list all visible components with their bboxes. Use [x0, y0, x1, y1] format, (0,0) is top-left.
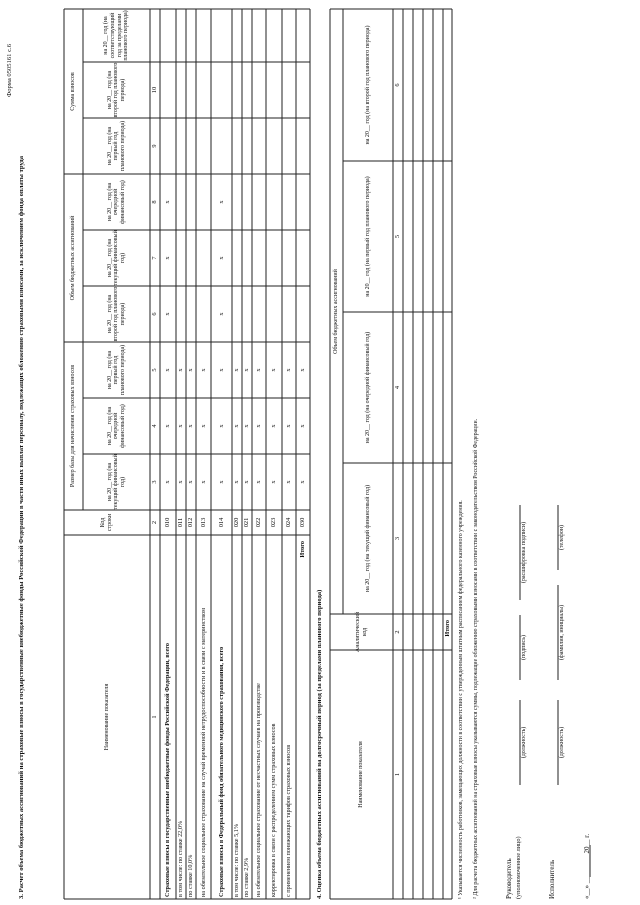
- subheader-col8: на 20__ год (на очередной финансовый год): [106, 180, 126, 224]
- row-label: Страховые взносы в государственные внебюджетные фонды Российской Федерации, всего: [164, 643, 172, 897]
- subheader-col6: на 20__ год (на второй год планового периода): [106, 286, 126, 342]
- cell-x: x: [217, 312, 225, 316]
- footnote-1: ¹ Указывается численность работников, замещающих должности в соответствии с утвержденным штатным расписанием федерального казенного учреждения.: [458, 500, 464, 899]
- cell-x: x: [243, 368, 251, 372]
- cell-x: x: [164, 312, 172, 316]
- cell-x: x: [187, 480, 195, 484]
- cell-x: x: [217, 200, 225, 204]
- t4-colnum-6: 6: [394, 83, 402, 87]
- t4-subheader-col3: на 20__ год (на текущий финансовый год): [364, 484, 371, 593]
- cell-x: x: [164, 480, 172, 484]
- t4-subheader-col4: на 20__ год (на очередной финансовый год): [364, 331, 371, 444]
- subheader-col11: на 20__ год (на соответствующий год за пределами планового периода): [103, 10, 130, 61]
- row-code: 014: [217, 517, 225, 528]
- head-decoding-caption: (расшифровка подписи): [521, 521, 527, 584]
- cell-x: x: [285, 480, 293, 484]
- row-label: корректировка в связи с распределением сумм страховых взносов: [270, 723, 278, 897]
- cell-x: x: [270, 480, 278, 484]
- cell-x: x: [177, 480, 185, 484]
- row-label: по ставке 10,0%: [187, 854, 195, 897]
- row-label: в том числе: по ставке 5,1%: [233, 824, 241, 897]
- cell-x: x: [299, 424, 307, 428]
- cell-x: x: [299, 368, 307, 372]
- cell-x: x: [270, 368, 278, 372]
- cell-x: x: [187, 424, 195, 428]
- cell-x: x: [177, 368, 185, 372]
- colnum-8: 8: [151, 200, 159, 204]
- row-code: 010: [164, 517, 172, 528]
- executor-name-caption: (фамилия, инициалы): [559, 604, 565, 661]
- group-alloc-header: Объем бюджетных ассигнований: [70, 215, 77, 301]
- row-label: на обязательное социальное страхование от несчастных случаев на производстве: [255, 683, 263, 897]
- col-code-header: Код строки: [100, 513, 113, 532]
- head-position-caption: (должность): [521, 726, 527, 759]
- t4-colnum-1: 1: [394, 772, 402, 777]
- cell-x: x: [177, 424, 185, 428]
- executor-phone-caption: (телефон): [559, 524, 565, 551]
- subheader-col4: на 20__ год (на очередной финансовый год): [106, 404, 126, 448]
- total-code: 030: [299, 517, 307, 528]
- row-code: 020: [233, 517, 241, 528]
- cell-x: x: [233, 368, 241, 372]
- subheader-col7: на 20__ год (на текущий финансовый год): [106, 230, 126, 286]
- group-sum-header: Сумма взносов: [70, 72, 77, 111]
- t4-total-label: Итого: [443, 620, 451, 637]
- subheader-col3: на 20__ год (на текущий финансовый год): [106, 454, 126, 510]
- t4-col-name-header: Наименование показателя: [358, 741, 365, 808]
- head-signature-caption: (подпись): [521, 635, 527, 660]
- section-4-title: 4. Оценка объема бюджетных ассигнований на долгосрочный период (за пределами планового периода): [316, 589, 323, 899]
- row-label: в том числе: по ставке 22,0%: [177, 820, 185, 897]
- executor-label: Исполнитель: [548, 859, 556, 899]
- cell-x: x: [233, 424, 241, 428]
- row-code: 013: [199, 517, 207, 528]
- cell-x: x: [199, 368, 207, 372]
- colnum-1: 1: [151, 715, 159, 719]
- t4-subheader-col6: на 20__ год (на второй год планового периода): [364, 25, 371, 145]
- subheader-col9: на 20__ год (на первый год планового периода): [106, 120, 126, 172]
- colnum-7: 7: [151, 256, 159, 260]
- cell-x: x: [217, 424, 225, 428]
- row-code: 023: [270, 517, 278, 528]
- colnum-2: 2: [151, 520, 159, 525]
- footnote-2: ² Для расчета бюджетных ассигнований на страховые взносы указываются суммы, подлежащие обложению страховыми взносами в соответствии с законодательством Российской Федерации.: [473, 418, 479, 899]
- t4-col-code-header: Аналитический код: [354, 611, 368, 653]
- t4-group-header: Объем бюджетных ассигнований: [333, 269, 340, 354]
- row-label: с применением понижающих тарифов страховых взносов: [285, 744, 293, 897]
- row-label: на обязательное социальное страхование на случай временной нетрудоспособности и в связи с материнством: [199, 607, 207, 897]
- date-line: «__» ________ 20__ г.: [583, 833, 591, 899]
- col-name-header: Наименование показателя: [103, 683, 110, 751]
- head-label: Руководитель: [505, 858, 513, 899]
- cell-x: x: [164, 424, 172, 428]
- row-code: 024: [285, 517, 293, 528]
- cell-x: x: [187, 368, 195, 372]
- total-label: Итого: [299, 541, 307, 558]
- subheader-col10: на 20__ год (на второй год планового периода): [106, 62, 126, 118]
- colnum-9: 9: [151, 144, 159, 148]
- t4-subheader-col5: на 20__ год (на первый год планового периода): [364, 176, 371, 297]
- cell-x: x: [217, 256, 225, 260]
- cell-x: x: [255, 480, 263, 484]
- row-code: 011: [177, 517, 185, 528]
- colnum-4: 4: [151, 424, 159, 428]
- cell-x: x: [285, 424, 293, 428]
- row-code: 012: [187, 517, 195, 528]
- cell-x: x: [233, 480, 241, 484]
- colnum-3: 3: [151, 480, 159, 484]
- t4-colnum-2: 2: [394, 630, 402, 634]
- head-sublabel: (уполномоченное лицо): [515, 836, 522, 899]
- t4-colnum-4: 4: [394, 385, 402, 390]
- cell-x: x: [270, 424, 278, 428]
- cell-x: x: [217, 368, 225, 372]
- t4-colnum-5: 5: [394, 234, 402, 239]
- t4-colnum-3: 3: [394, 536, 402, 541]
- cell-x: x: [299, 480, 307, 484]
- cell-x: x: [217, 480, 225, 484]
- cell-x: x: [164, 368, 172, 372]
- cell-x: x: [199, 424, 207, 428]
- row-label: по ставке 2,9%: [243, 857, 251, 897]
- cell-x: x: [285, 368, 293, 372]
- cell-x: x: [164, 256, 172, 260]
- row-label: Страховые взносы в Федеральный фонд обязательного медицинского страхования, всего: [217, 646, 225, 897]
- cell-x: x: [255, 424, 263, 428]
- colnum-5: 5: [151, 368, 159, 372]
- colnum-10: 10: [151, 86, 159, 94]
- cell-x: x: [243, 424, 251, 428]
- row-code: 021: [243, 517, 251, 528]
- cell-x: x: [243, 480, 251, 484]
- form-number: Форма 0505161 с.6: [6, 43, 13, 97]
- cell-x: x: [199, 480, 207, 484]
- executor-position-caption: (должность): [559, 726, 565, 759]
- cell-x: x: [255, 368, 263, 372]
- cell-x: x: [164, 200, 172, 204]
- subheader-col5: на 20__ год (на первый год планового периода): [106, 344, 126, 396]
- row-code: 022: [255, 517, 263, 528]
- section-3-title: 3. Расчет объема бюджетных ассигнований на страховые взносы в государственные внебюджетные фонды Российской Федерации в части иных выплат персоналу, подлежащих обложению страховыми взносами, за исключением фонда оплаты труда: [18, 156, 25, 899]
- colnum-6: 6: [151, 312, 159, 316]
- group-base-header: Размер базы для начисления страховых взносов: [70, 364, 77, 488]
